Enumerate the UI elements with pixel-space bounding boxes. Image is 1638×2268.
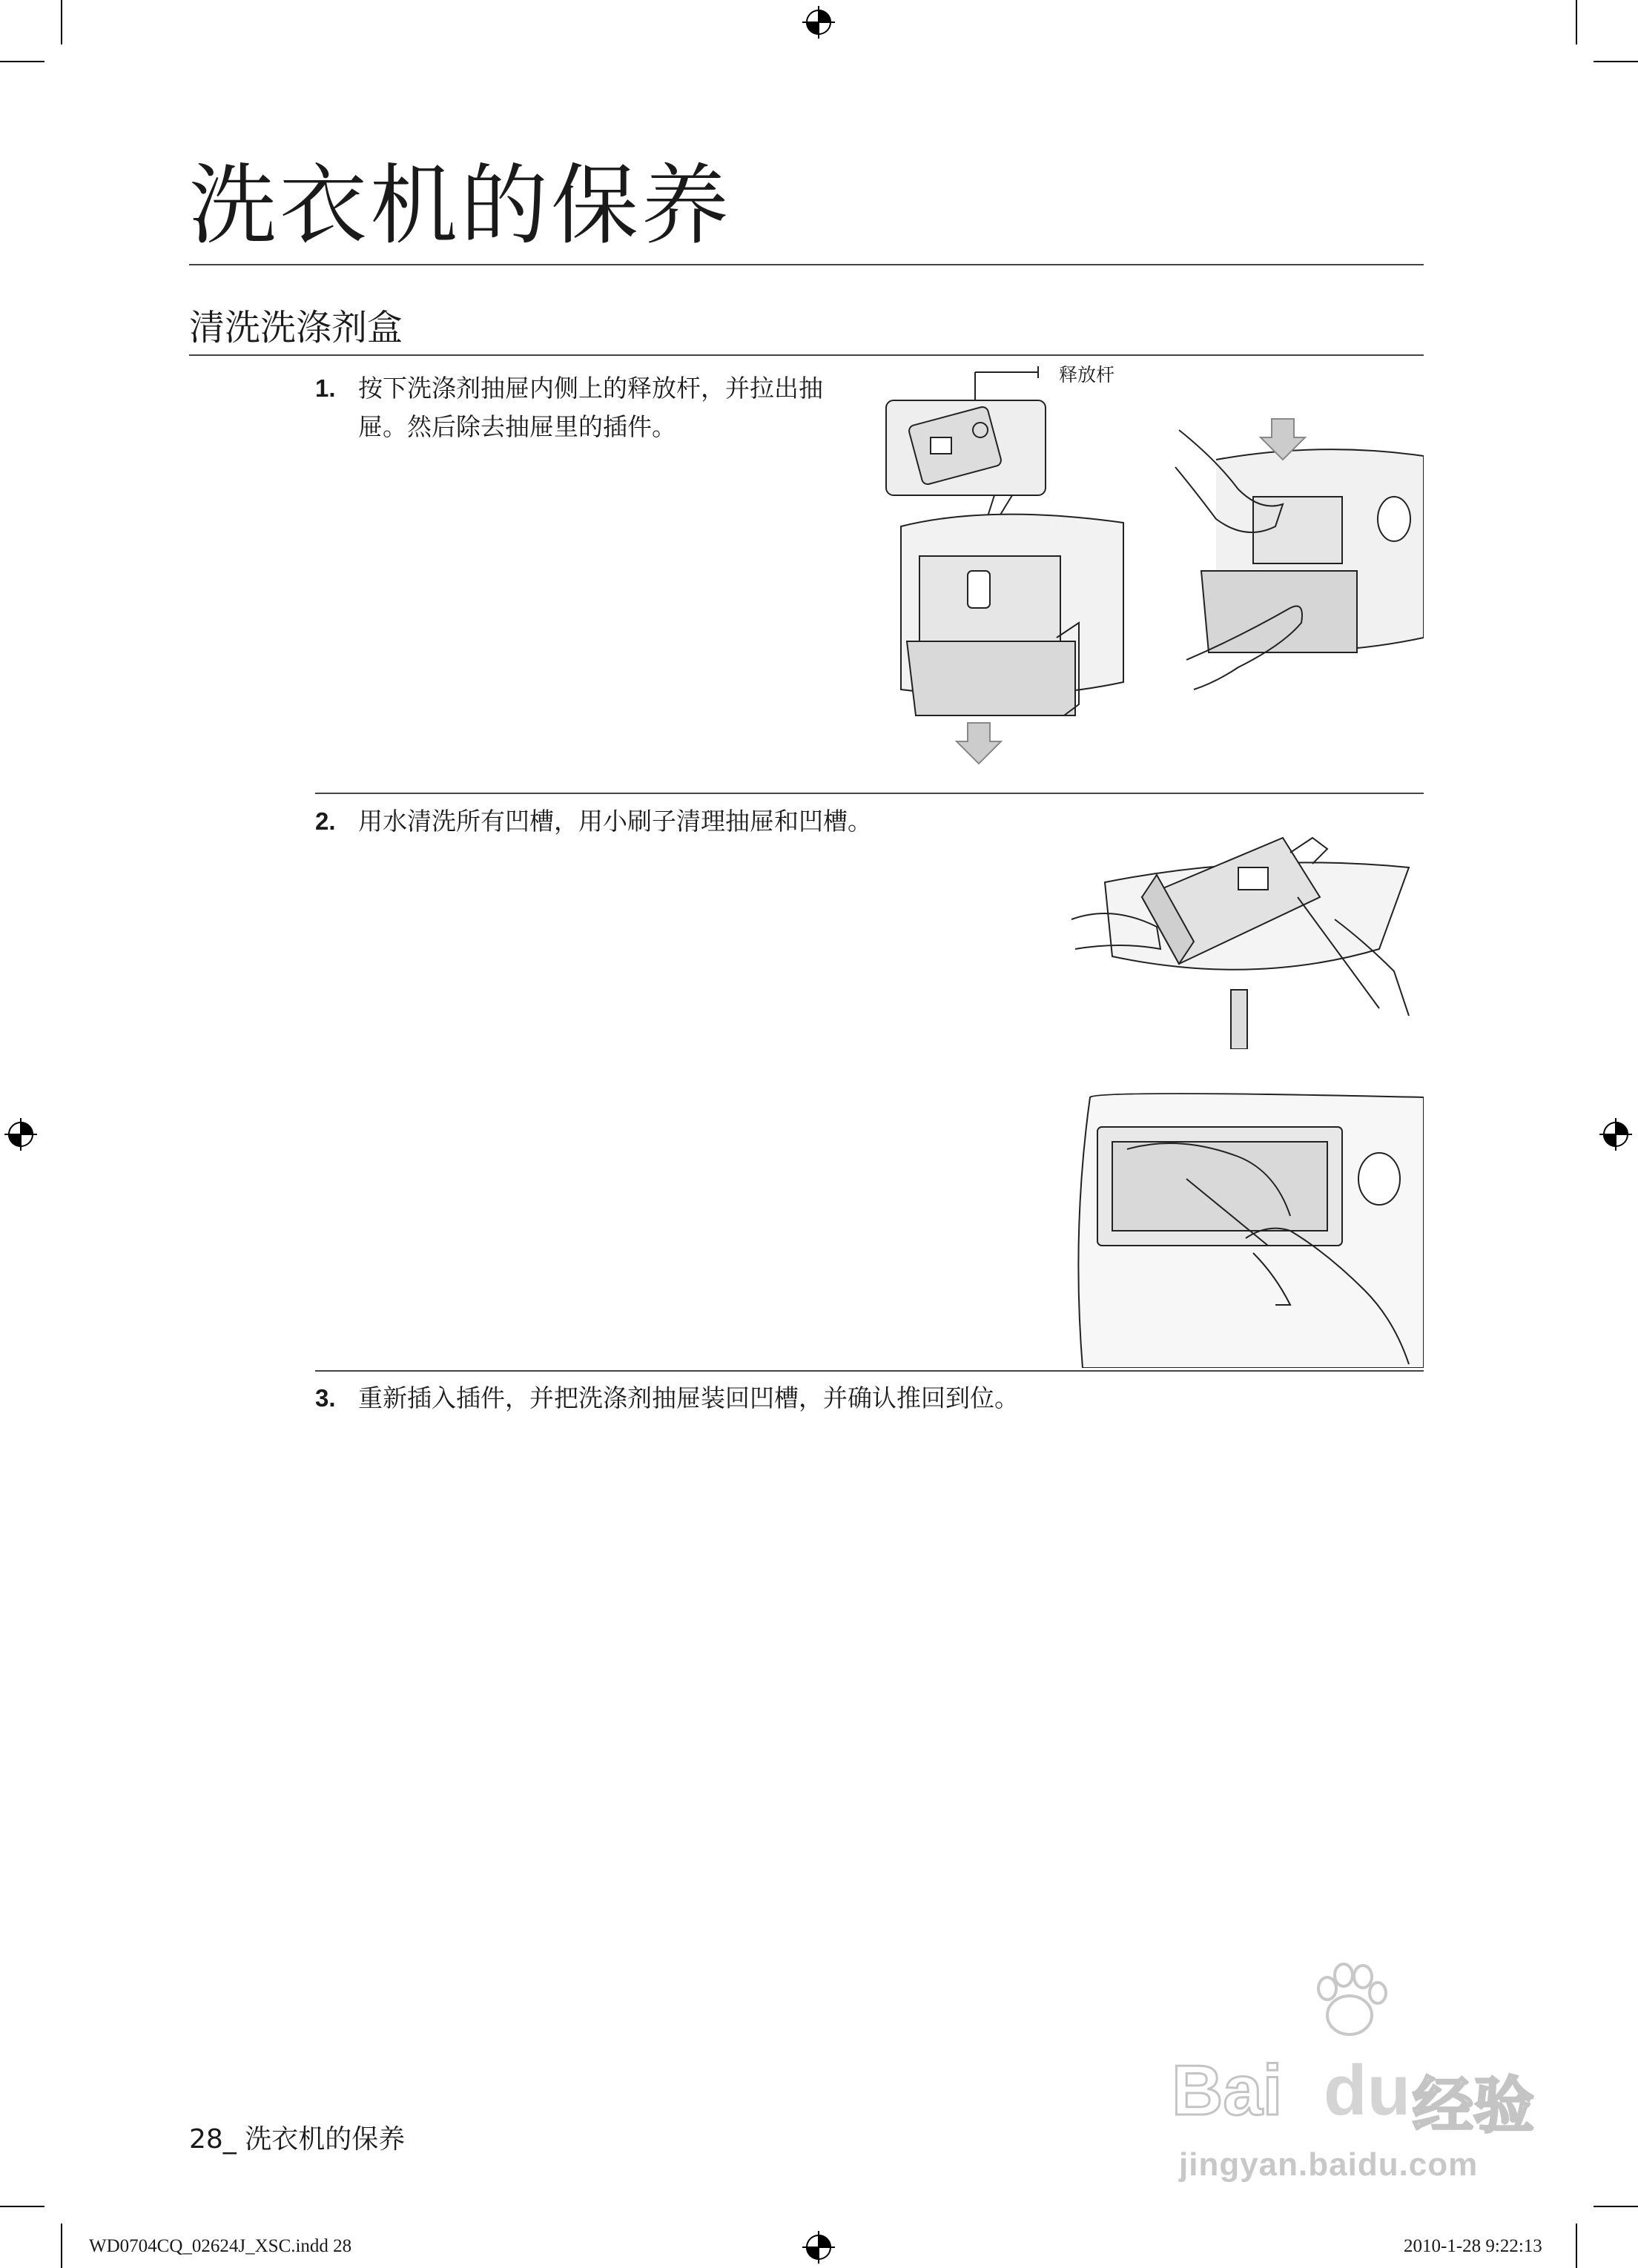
watermark-brand-cn: 经验 bbox=[1413, 2071, 1535, 2141]
drawer-pull-illustration bbox=[879, 356, 1131, 771]
step-number: 2. bbox=[315, 807, 336, 835]
watermark-brand-2: du bbox=[1324, 2051, 1411, 2130]
registration-mark-top bbox=[802, 6, 835, 39]
page-number-label: 28_ 洗衣机的保养 bbox=[189, 2124, 406, 2155]
watermark-brand: Bai bbox=[1172, 2051, 1283, 2130]
step-number: 3. bbox=[315, 1384, 336, 1412]
file-name: WD0704CQ_02624J_XSC.indd 28 bbox=[89, 2236, 352, 2256]
step-number: 1. bbox=[315, 374, 336, 402]
registration-mark-right bbox=[1599, 1118, 1632, 1151]
release-lever-label: 释放杆 bbox=[1059, 364, 1115, 386]
step-text-line2: 屉。然后除去抽屉里的插件。 bbox=[358, 412, 676, 441]
step-divider-2 bbox=[315, 1370, 1424, 1372]
section-title: 清洗洗涤剂盒 bbox=[189, 307, 403, 348]
step-text-line1: 按下洗涤剂抽屉内侧上的释放杆，并拉出抽 bbox=[358, 374, 823, 403]
watermark bbox=[1157, 1957, 1557, 2183]
paw-icon bbox=[1305, 1957, 1394, 2046]
cleaning-recess-illustration bbox=[1068, 1082, 1424, 1368]
print-timestamp: 2010-1-28 9:22:13 bbox=[1404, 2236, 1542, 2256]
press-lever-illustration bbox=[1172, 415, 1424, 697]
watermark-url: jingyan.baidu.com bbox=[1179, 2146, 1479, 2183]
step-3 bbox=[315, 1379, 1205, 1418]
arrow-down-icon bbox=[957, 723, 1001, 764]
page-title: 洗衣机的保养 bbox=[189, 154, 733, 257]
washing-drawer-illustration bbox=[1068, 823, 1424, 1049]
section-rule bbox=[189, 354, 1424, 356]
registration-mark-left bbox=[4, 1118, 37, 1151]
step-divider-1 bbox=[315, 793, 1424, 794]
title-rule bbox=[189, 264, 1424, 265]
step-text-line1: 重新插入插件，并把洗涤剂抽屉装回凹槽，并确认推回到位。 bbox=[358, 1383, 1019, 1412]
step-2 bbox=[315, 802, 1057, 841]
step-1 bbox=[315, 369, 879, 451]
step-text-line1: 用水清洗所有凹槽，用小刷子清理抽屉和凹槽。 bbox=[358, 807, 872, 836]
registration-mark-bottom bbox=[802, 2231, 835, 2264]
